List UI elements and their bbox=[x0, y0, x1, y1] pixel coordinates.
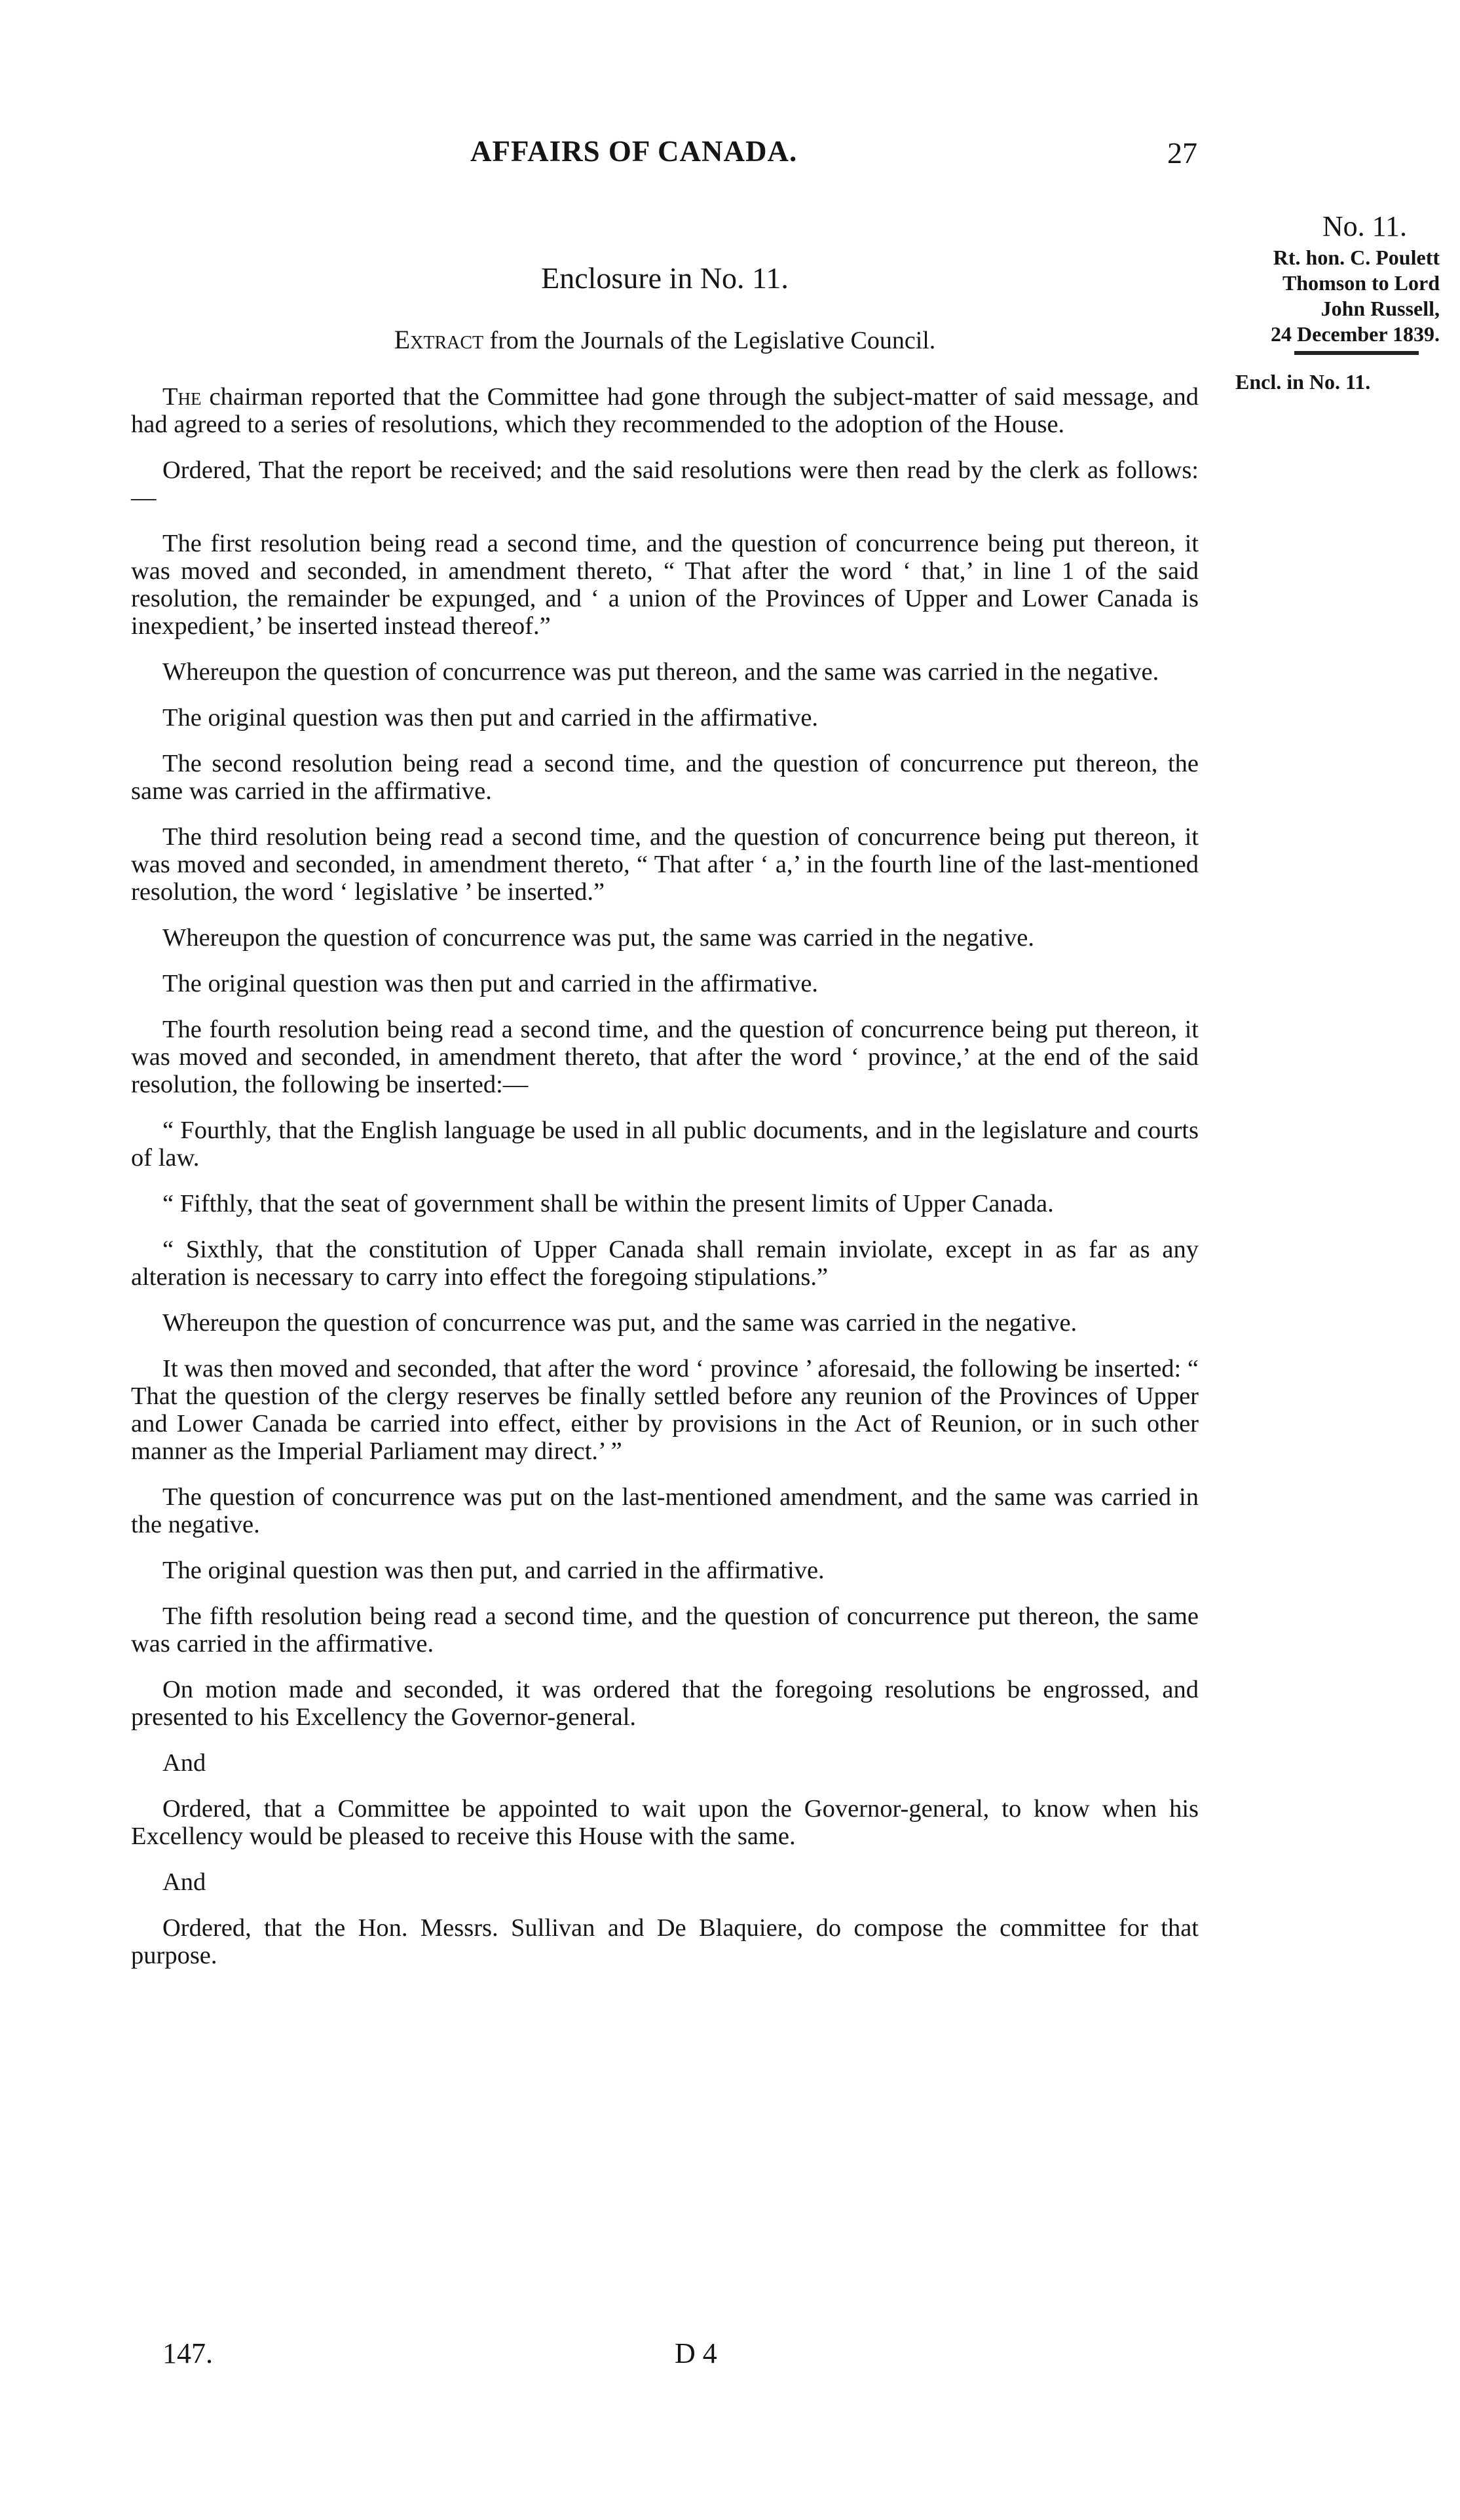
paragraph bbox=[131, 1236, 1199, 1291]
paragraph bbox=[131, 1117, 1199, 1172]
paragraph-text: The third resolution being read a second time, and the question of concurrence being put thereon, it was moved and seconded, in amendment thereto, “ That after ‘ a,’ in the fourth line of the last-mentioned resolution, the word ‘ legislative ’ be inserted.” bbox=[131, 823, 1199, 906]
extract-title bbox=[131, 324, 1199, 355]
paragraph-text: The original question was then put and carried in the affirmative. bbox=[162, 704, 819, 732]
paragraph-text: Ordered, that the Hon. Messrs. Sullivan and De Blaquiere, do compose the committee for that purpose. bbox=[131, 1914, 1199, 1969]
paragraph bbox=[131, 1355, 1199, 1465]
margin-note-number: No. 11. bbox=[1322, 210, 1407, 242]
paragraph-text: Whereupon the question of concurrence was put, and the same was carried in the negative. bbox=[162, 1309, 1077, 1337]
paragraph-text: On motion made and seconded, it was ordered that the foregoing resolutions be engrossed, and presented to his Excellency the Governor-general. bbox=[131, 1676, 1199, 1731]
extract-title-rest: from the Journals of the Legislative Council. bbox=[483, 327, 936, 354]
paragraph bbox=[131, 1016, 1199, 1098]
footer-document-number: 147. bbox=[162, 2337, 213, 2369]
paragraph bbox=[131, 1557, 1199, 1584]
paragraph bbox=[131, 1749, 1199, 1777]
paragraph bbox=[131, 1309, 1199, 1337]
footer-signature-mark: D 4 bbox=[675, 2337, 717, 2369]
paragraph bbox=[131, 1603, 1199, 1658]
paragraph bbox=[131, 658, 1199, 686]
page-title: AFFAIRS OF CANADA. bbox=[470, 135, 798, 168]
paragraph-text: chairman reported that the Committee had gone through the subject-matter of said message, and had agreed to a series of resolutions, which they recommended to the adoption of the House. bbox=[131, 383, 1199, 438]
paragraph bbox=[131, 1676, 1199, 1731]
paragraph-text: Whereupon the question of concurrence was put thereon, and the same was carried in the negative. bbox=[162, 658, 1159, 686]
margin-note-divider bbox=[1294, 351, 1419, 355]
paragraph-text: The question of concurrence was put on the last-mentioned amendment, and the same was carried in the negative. bbox=[131, 1483, 1199, 1538]
paragraph-text: The fifth resolution being read a second time, and the question of concurrence put thereon, the same was carried in the affirmative. bbox=[131, 1603, 1199, 1658]
paragraph-text: The original question was then put and carried in the affirmative. bbox=[162, 970, 819, 997]
paragraph-text: The fourth resolution being read a second time, and the question of concurrence being put thereon, it was moved and seconded, in amendment thereto, that after the word ‘ province,’ at the end of the said resolution, the following be inserted:— bbox=[131, 1016, 1199, 1098]
paragraph bbox=[131, 1190, 1199, 1217]
paragraph-text: Ordered, That the report be received; and the said resolutions were then read by the clerk as follows:— bbox=[131, 456, 1199, 511]
paragraph bbox=[131, 1483, 1199, 1538]
paragraph bbox=[131, 1914, 1199, 1969]
paragraph-text: “ Sixthly, that the constitution of Upper Canada shall remain inviolate, except in as far as any alteration is necessary to carry into effect the foregoing stipulations.” bbox=[131, 1236, 1199, 1291]
paragraph-text: The second resolution being read a second time, and the question of concurrence put thereon, the same was carried in the affirmative. bbox=[131, 750, 1199, 805]
enclosure-title: Enclosure in No. 11. bbox=[541, 261, 789, 295]
paragraph-text: “ Fifthly, that the seat of government shall be within the present limits of Upper Canada. bbox=[162, 1190, 1054, 1217]
paragraph-lead-word: The bbox=[162, 383, 202, 411]
paragraph bbox=[131, 1868, 1199, 1896]
paragraph-text: Ordered, that a Committee be appointed to wait upon the Governor-general, to know when his Excellency would be pleased to receive this House with the same. bbox=[131, 1795, 1199, 1850]
extract-title-lead: Extract bbox=[394, 325, 484, 354]
paragraph bbox=[131, 704, 1199, 732]
paragraph-text: It was then moved and seconded, that after the word ‘ province ’ aforesaid, the following be inserted: “ That the question of the clergy reserves be finally settled before any reunion of the Provinces of Upper and Lower Canada be carried into effect, either by provisions in the Act of Reunion, or in such other manner as the Imperial Parliament may direct.’ ” bbox=[131, 1355, 1199, 1465]
paragraph-text: And bbox=[162, 1868, 206, 1896]
paragraph bbox=[131, 750, 1199, 805]
paragraph bbox=[131, 970, 1199, 997]
margin-note-line: Thomson to Lord bbox=[1282, 271, 1440, 295]
paragraph bbox=[131, 383, 1199, 438]
paragraph-text: The first resolution being read a second time, and the question of concurrence being put thereon, it was moved and seconded, in amendment thereto, “ That after the word ‘ that,’ in line 1 of the said resolution, the remainder be expunged, and ‘ a union of the Provinces of Upper and Lower Canada is inexpedient,’ be inserted instead thereof.” bbox=[131, 530, 1199, 640]
paragraph bbox=[131, 1795, 1199, 1850]
margin-note-line: John Russell, bbox=[1320, 297, 1440, 320]
paragraph bbox=[131, 924, 1199, 952]
paragraph bbox=[131, 456, 1199, 511]
paragraph-text: The original question was then put, and carried in the affirmative. bbox=[162, 1557, 825, 1584]
running-head bbox=[0, 134, 1460, 187]
margin-note-line: Rt. hon. C. Poulett bbox=[1273, 246, 1440, 269]
paragraph bbox=[131, 530, 1199, 640]
page-number: 27 bbox=[1167, 136, 1197, 170]
journal-extract-body bbox=[131, 383, 1199, 1988]
margin-note-enclosure: Encl. in No. 11. bbox=[1235, 370, 1371, 394]
paragraph-text: Whereupon the question of concurrence was put, the same was carried in the negative. bbox=[162, 924, 1034, 952]
margin-note bbox=[1204, 208, 1440, 395]
page-footer bbox=[0, 2337, 1460, 2376]
paragraph bbox=[131, 823, 1199, 906]
margin-note-line: 24 December 1839. bbox=[1271, 322, 1440, 346]
paragraph-text: “ Fourthly, that the English language be used in all public documents, and in the legislature and courts of law. bbox=[131, 1117, 1199, 1172]
paragraph-text: And bbox=[162, 1749, 206, 1777]
